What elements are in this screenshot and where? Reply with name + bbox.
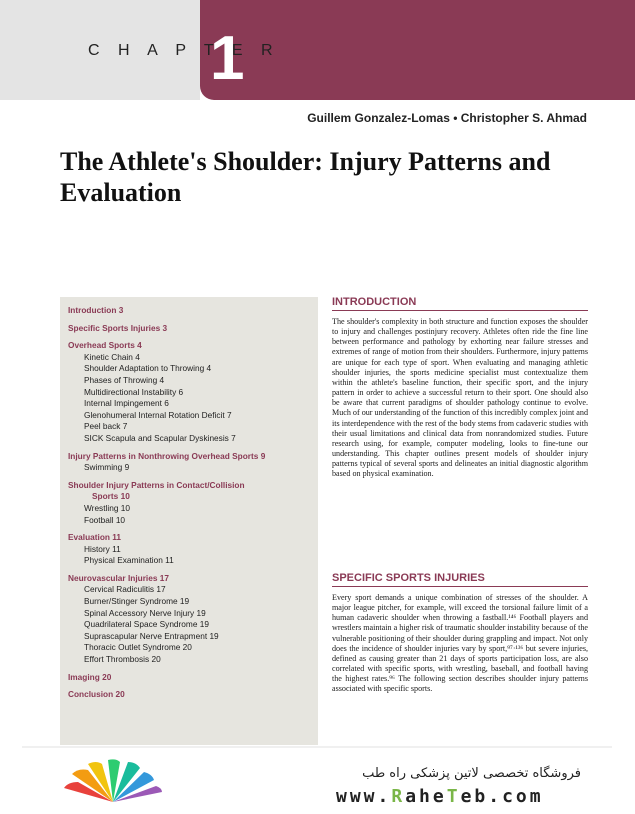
toc-entry[interactable]: Conclusion 20 [68,689,125,700]
toc-subentry[interactable]: Football 10 [84,514,126,525]
toc-entry[interactable]: Overhead Sports 4 [68,340,142,351]
toc-entry[interactable]: Shoulder Injury Patterns in Contact/Collision [68,479,245,490]
section-body: The shoulder's complexity in both structure and function exposes the shoulder to injury and challenges postinjury recovery. Athletes often ride the fine line between performance and pathology by exhorting near failure stresses and extremes of range of motion from their shoulders. Furthermore, injury patterns are unique for each type of sport. When evaluating and managing athletic shoulder injuries, the sports medicine specialist must contextualize them within the athlete's baseline function, their specific sport, and the injury pattern in order to achieve a successful return to their sport. One should also be aware that current paradigms of shoulder pathology continue to evolve. Much of our understanding of the function of this incredibly complex joint and its interdependence with the rest of the body stems from cadaveric studies with their usual limitations and clinical data from nonrandomized studies. Future research using, for example, computer modeling, looks to fine-tune our understanding. This chapter outlines present models of shoulder injury patterns typical of several sports and delineates an initial diagnostic algorithm based on physical examination. [332,317,588,479]
toc-entry[interactable]: Neurovascular Injuries 17 [68,572,169,583]
toc-subentry[interactable]: Effort Thrombosis 20 [84,654,161,665]
toc-entry[interactable]: Imaging 20 [68,671,112,682]
section-body: Every sport demands a unique combination of stresses of the shoulder. A major league pitcher, for example, will exceed the torsional failure limit of a human cadaveric shoulder when throwing a fastball.¹⁴⁶ Football players and wrestlers maintain a higher risk of traumatic shoulder instability because of the vulnerable positioning of their shoulder during grappling and impact. Not only does the incidence of shoulder injuries vary by sport,⁹⁷·¹³⁶ but severe injuries, defined as causing greater than 21 days of sports participation loss, are also correlated with specific sports, with wrestling, baseball, and football having the highest rates.⁹⁶ The following section describes shoulder injury patterns associated with specific sports. [332,593,589,694]
toc-subentry[interactable]: Multidirectional Instability 6 [84,386,184,397]
toc-subentry[interactable]: Phases of Throwing 4 [84,374,165,385]
footer-store-name: فروشگاه تخصصی لاتین پزشکی راه طب [362,766,581,781]
toc-subentry[interactable]: Swimming 9 [84,462,130,473]
toc-subentry[interactable]: Burner/Stinger Syndrome 19 [84,596,190,607]
toc-subentry[interactable]: History 11 [84,543,121,554]
toc-entry[interactable]: Sports 10 [92,491,130,502]
section-heading: INTRODUCTION [332,296,588,311]
footer-url[interactable] [336,786,544,807]
toc-subentry[interactable]: Internal Impingement 6 [84,398,169,409]
toc-subentry[interactable]: Wrestling 10 [84,502,130,513]
url-part: eb.com [460,786,544,807]
url-part: ahe [405,786,447,807]
url-part: www. [336,786,392,807]
toc-entry[interactable]: Specific Sports Injuries 3 [68,322,168,333]
toc-subentry[interactable]: Cervical Radiculitis 17 [84,584,166,595]
toc-subentry[interactable]: Glenohumeral Internal Rotation Deficit 7 [84,409,232,420]
book-fan-logo-icon [58,758,168,808]
section-specific-sports-injuries [332,572,588,695]
footer-divider [22,746,612,748]
toc-subentry[interactable]: Quadrilateral Space Syndrome 19 [84,619,209,630]
toc-subentry[interactable]: Thoracic Outlet Syndrome 20 [84,642,192,653]
toc-list [68,305,316,701]
authors-line: Guillem Gonzalez-Lomas • Christopher S. Ahmad [307,111,587,125]
toc-subentry[interactable]: Shoulder Adaptation to Throwing 4 [84,363,212,374]
table-of-contents [60,297,318,745]
toc-subentry[interactable]: Physical Examination 11 [84,555,174,566]
section-heading: SPECIFIC SPORTS INJURIES [332,572,588,587]
url-part: R [391,786,406,807]
section-introduction [332,296,588,480]
toc-subentry[interactable]: Suprascapular Nerve Entrapment 19 [84,630,219,641]
toc-entry[interactable]: Introduction 3 [68,305,124,315]
toc-subentry[interactable]: SICK Scapula and Scapular Dyskinesis 7 [84,432,236,443]
chapter-title: The Athlete's Shoulder: Injury Patterns and Evaluation [60,147,551,207]
toc-subentry[interactable]: Peel back 7 [84,421,128,432]
chapter-label: C H A P T E R [88,42,280,59]
toc-entry[interactable]: Injury Patterns in Nonthrowing Overhead Sports 9 [68,450,266,461]
chapter-number: 1 [210,24,245,93]
url-part: T [446,786,461,807]
toc-entry[interactable]: Evaluation 11 [68,532,122,543]
toc-subentry[interactable]: Spinal Accessory Nerve Injury 19 [84,607,206,618]
toc-subentry[interactable]: Kinetic Chain 4 [84,351,140,362]
